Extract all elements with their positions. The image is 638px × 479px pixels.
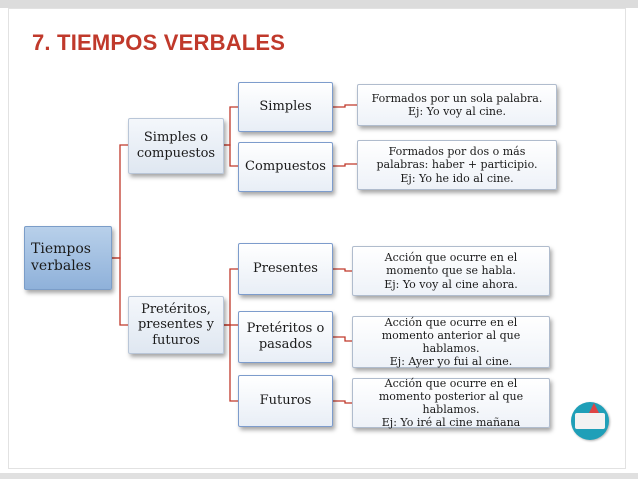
group-node-preteritos-presentes-futuros [128, 296, 224, 354]
desc-example: Ej: Yo iré al cine mañana [381, 416, 521, 430]
group-label: Pretéritos, presentes y futuros [137, 301, 215, 348]
desc-text: Acción que ocurre en el momento anterior al que hablamos. [381, 315, 521, 355]
desc-example: Ej: Yo he ido al cine. [400, 171, 514, 185]
desc-example: Ej: Yo voy al cine ahora. [384, 277, 518, 291]
connector-presentes-desc [333, 269, 352, 271]
connector-root-group2 [112, 258, 128, 325]
node-simples [238, 82, 333, 132]
desc-simples [357, 84, 557, 126]
connector-futuros-desc [333, 401, 352, 403]
connector-group1-simples [224, 107, 238, 145]
desc-text: Formados por dos o más palabras: haber + participio. [376, 145, 538, 172]
desc-example: Ej: Ayer yo fui al cine. [389, 355, 513, 369]
node-label: Presentes [253, 261, 318, 277]
desc-preteritos [352, 316, 550, 368]
connector-group2-futuros [224, 325, 238, 401]
slide-title: 7. TIEMPOS VERBALES [32, 30, 286, 55]
connector-preteritos-desc [333, 337, 352, 341]
group-node-simples-compuestos [128, 118, 224, 174]
logo-icon [571, 402, 609, 440]
node-presentes [238, 243, 333, 295]
desc-presentes [352, 246, 550, 296]
desc-text: Acción que ocurre en el momento posterior al que hablamos. [378, 376, 524, 416]
desc-text: Formados por un sola palabra. [371, 91, 543, 105]
group-label: Simples o compuestos [136, 130, 216, 161]
root-label: Tiempos verbales [31, 241, 92, 274]
connector-group1-compuestos [224, 145, 238, 166]
node-label: Compuestos [245, 159, 326, 175]
connector-group2-presentes [224, 269, 238, 325]
desc-futuros [352, 378, 550, 428]
connector-simples-desc [333, 105, 357, 107]
connector-root-group1 [112, 145, 128, 258]
node-futuros [238, 375, 333, 427]
node-label: Simples [259, 99, 312, 115]
node-compuestos [238, 142, 333, 192]
node-label: Pretéritos o pasados [246, 321, 325, 352]
connector-compuestos-desc [333, 164, 357, 166]
desc-text: Acción que ocurre en el momento que se habla. [384, 251, 518, 278]
node-preteritos-pasados [238, 311, 333, 363]
desc-compuestos [357, 140, 557, 190]
desc-example: Ej: Yo voy al cine. [408, 105, 506, 118]
root-node [24, 226, 112, 290]
node-label: Futuros [259, 393, 312, 409]
